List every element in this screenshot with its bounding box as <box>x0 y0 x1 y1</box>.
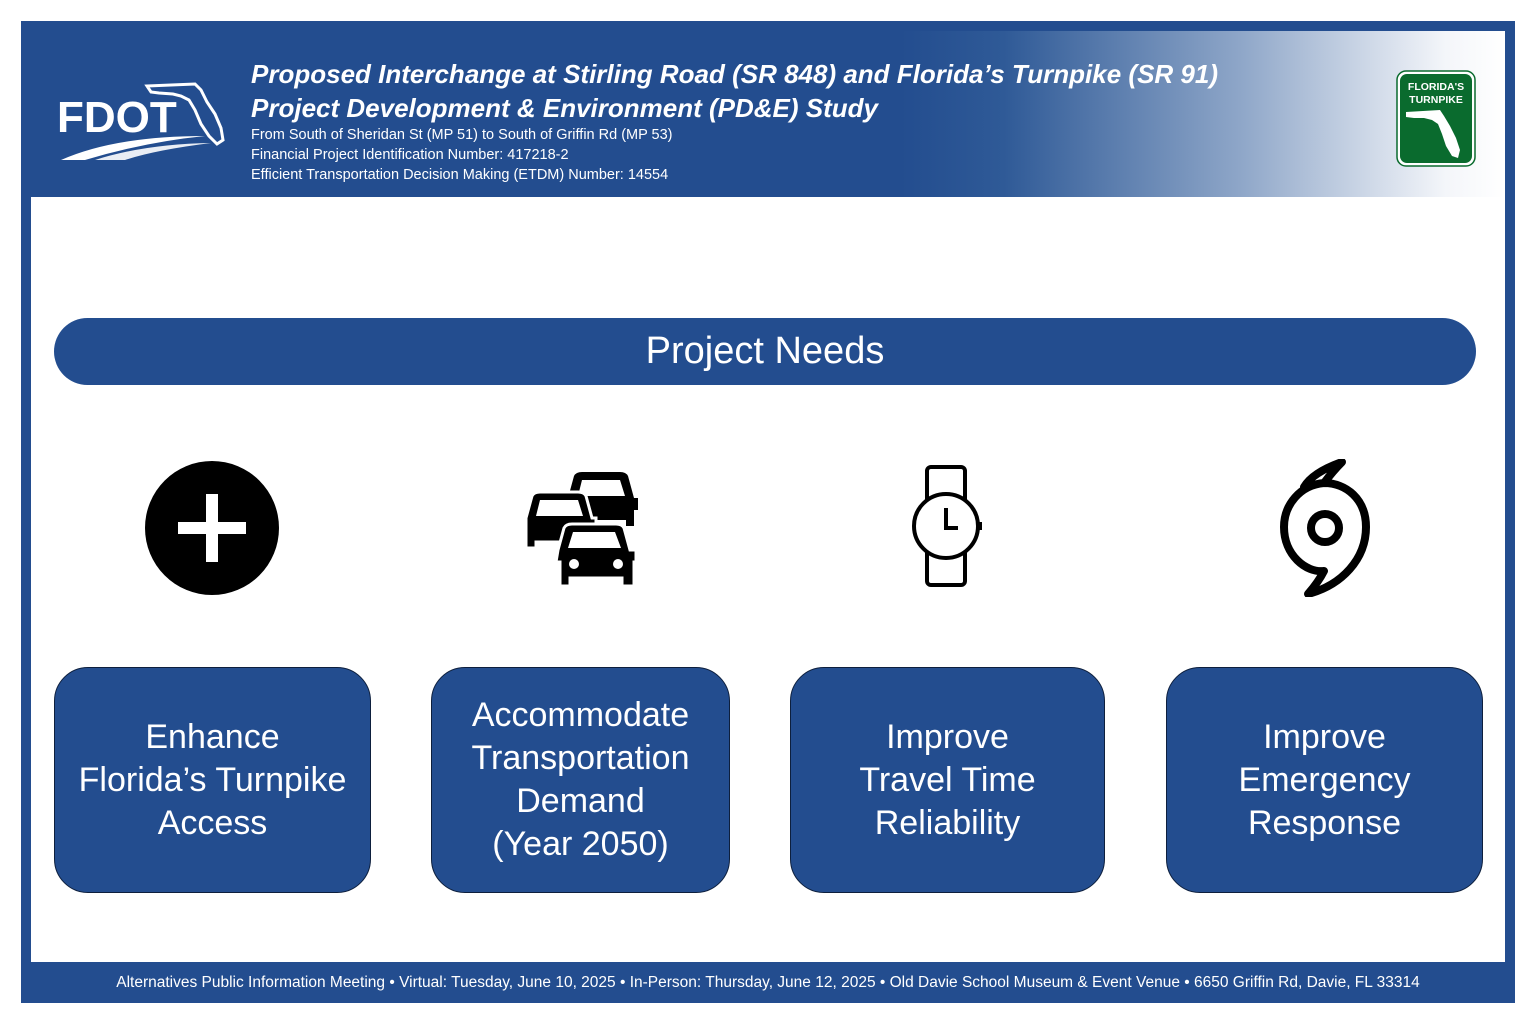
hurricane-icon <box>1280 459 1370 597</box>
watch-icon <box>908 464 984 588</box>
fdot-logo-text: FDOT <box>57 93 177 142</box>
need-card-line: Florida’s Turnpike <box>78 760 347 799</box>
turnpike-logo-line1: FLORIDA'S <box>1407 81 1465 93</box>
need-card-line: Response <box>1247 803 1402 842</box>
project-limits: From South of Sheridan St (MP 51) to South of Griffin Rd (MP 53) <box>251 127 673 143</box>
etdm-number: Efficient Transportation Decision Making (ETDM) Number: 14554 <box>251 167 669 183</box>
need-card-line: Access <box>157 803 268 842</box>
need-card-line: Travel Time <box>859 760 1036 799</box>
plus-circle-icon <box>144 460 280 596</box>
fpid-number: Financial Project Identification Number: 417218-2 <box>251 147 569 163</box>
title-line-2: Project Development & Environment (PD&E) Study <box>251 93 878 123</box>
need-card-transportation-demand <box>431 667 730 893</box>
need-card-travel-time <box>790 667 1105 893</box>
turnpike-logo-line2: TURNPIKE <box>1409 94 1463 106</box>
meeting-footer: Alternatives Public Information Meeting • Virtual: Tuesday, June 10, 2025 • In-Person: Thursday, June 12, 2025 • Old Davie School Museum & Event Venue • 6650 Griffin Rd, Davie, FL 33314 <box>116 973 1420 991</box>
fdot-logo <box>55 80 235 164</box>
need-card-line: Reliability <box>874 803 1021 842</box>
need-card-line: Improve <box>1263 717 1386 756</box>
traffic-cars-icon <box>522 468 640 588</box>
need-card-line: Improve <box>886 717 1009 756</box>
turnpike-logo <box>1396 70 1476 167</box>
need-card-line: Demand <box>516 782 645 820</box>
need-card-line: Enhance <box>145 717 280 756</box>
need-card-line: Accommodate <box>471 696 690 734</box>
need-card-emergency-response <box>1166 667 1483 893</box>
need-card-line: Transportation <box>471 739 690 777</box>
need-card-line: Emergency <box>1238 760 1411 799</box>
need-card-line: (Year 2050) <box>492 825 669 863</box>
need-card-turnpike-access <box>54 667 371 893</box>
title-line-1: Proposed Interchange at Stirling Road (SR 848) and Florida’s Turnpike (SR 91) <box>251 59 1219 89</box>
project-needs-title: Project Needs <box>54 318 1476 385</box>
